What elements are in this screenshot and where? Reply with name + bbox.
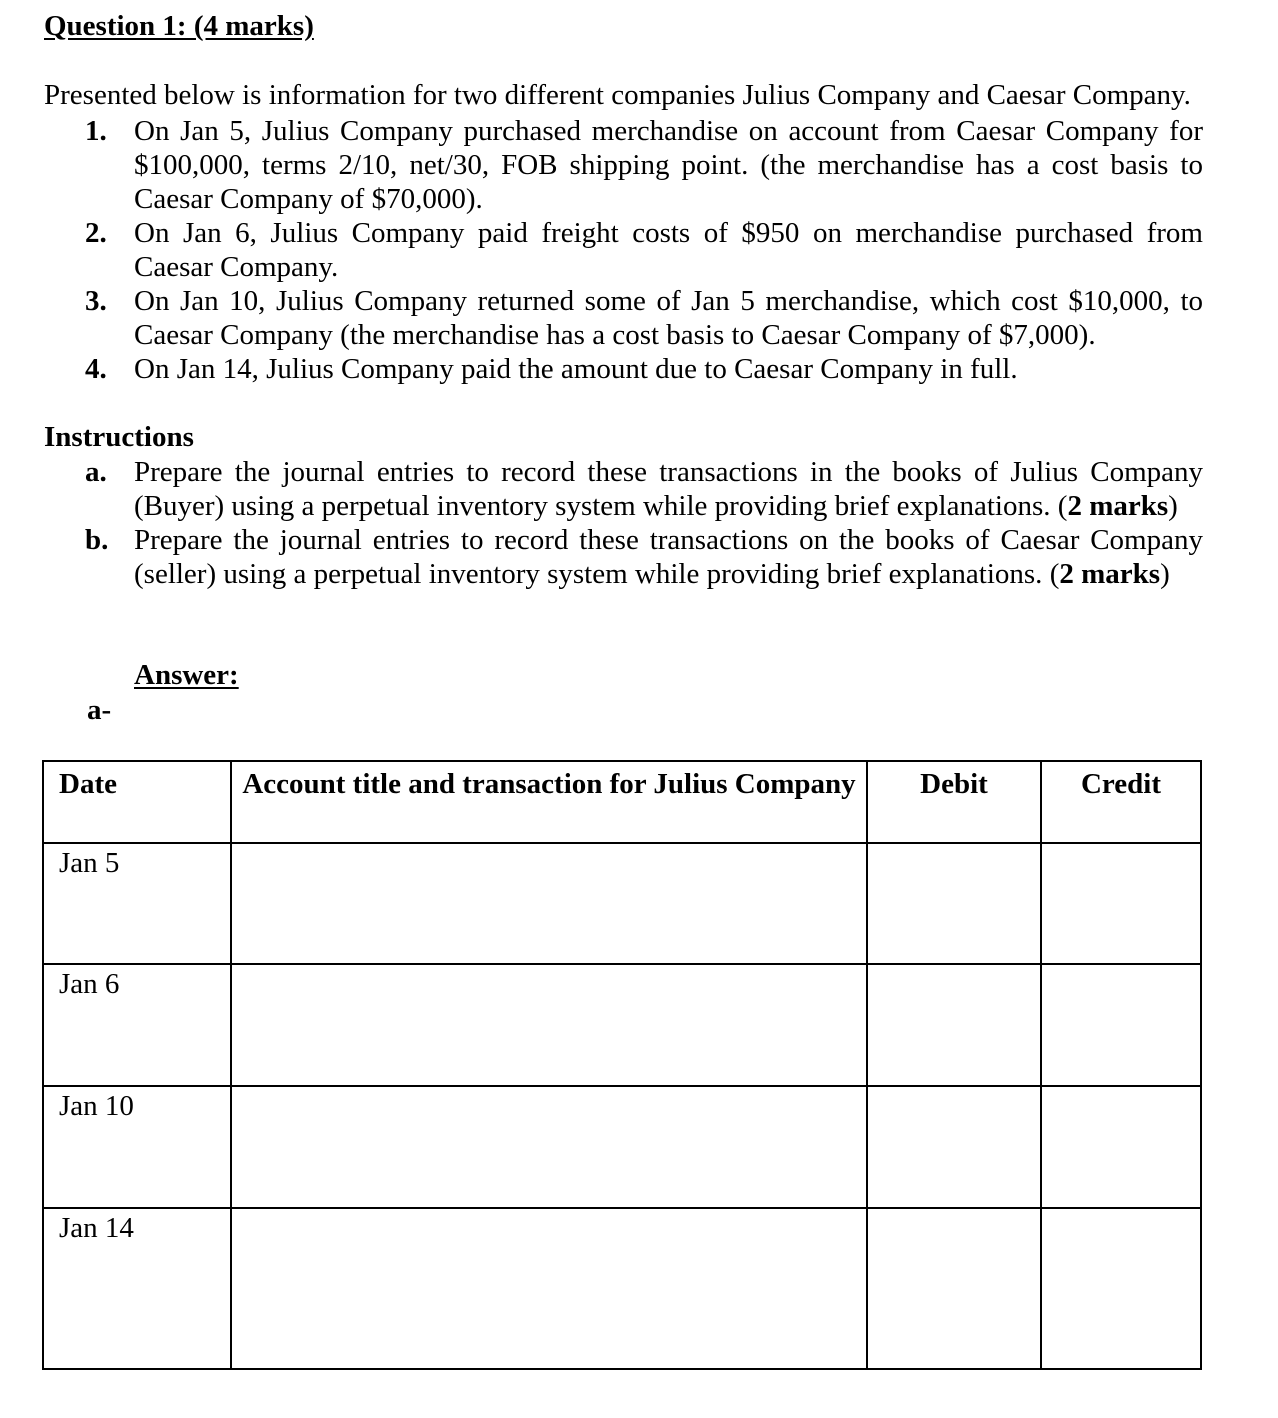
debit-header: Debit [867,761,1041,843]
table-header-row [43,761,1201,843]
transaction-text: On Jan 14, Julius Company paid the amount due to Caesar Company in full. [134,353,1018,385]
debit-cell[interactable] [867,964,1041,1086]
list-item [85,523,1203,591]
instructions-list [85,455,1203,591]
instruction-text [134,523,1203,591]
account-cell[interactable] [231,843,867,964]
list-item [85,352,1203,386]
transaction-text: On Jan 6, Julius Company paid freight costs of $950 on merchandise purchased from Caesar Company. [134,217,1203,283]
debit-cell[interactable] [867,1086,1041,1208]
transaction-text: On Jan 10, Julius Company returned some of Jan 5 merchandise, which cost $10,000, to Caesar Company (the merchandise has a cost basis to Caesar Company of $7,000). [134,285,1203,351]
list-marker: b. [85,524,109,556]
question-intro: Presented below is information for two different companies Julius Company and Caesar Company. [44,79,1191,111]
list-item [85,455,1203,523]
list-marker: a. [85,456,107,488]
instruction-body: Prepare the journal entries to record these transactions on the books of Caesar Company (seller) using a perpetual inventory system while providing brief explanations. [134,524,1203,590]
table-row [43,964,1201,1086]
transaction-list [85,114,1203,386]
marks-open: ( [1057,490,1068,522]
table-row [43,1208,1201,1369]
debit-cell[interactable] [867,843,1041,964]
table-row [43,1086,1201,1208]
list-marker: 1. [85,115,107,147]
instructions-heading: Instructions [44,421,194,453]
instruction-text [134,455,1203,523]
list-marker: 4. [85,353,107,385]
list-item [85,284,1203,352]
transaction-text: On Jan 5, Julius Company purchased merchandise on account from Caesar Company for $100,000, terms 2/10, net/30, FOB shipping point. (the merchandise has a cost basis to Caesar Company of $70,000). [134,115,1203,215]
credit-cell[interactable] [1041,1208,1201,1369]
marks-value: 2 marks [1059,558,1161,590]
part-label: a- [87,694,112,726]
account-header: Account title and transaction for Julius Company [231,761,867,843]
date-cell: Jan 10 [43,1086,231,1208]
date-cell: Jan 5 [43,843,231,964]
instruction-body: Prepare the journal entries to record these transactions in the books of Julius Company (Buyer) using a perpetual inventory system while providing brief explanations. [134,456,1203,522]
list-marker: 2. [85,217,107,249]
account-cell[interactable] [231,1208,867,1369]
credit-cell[interactable] [1041,964,1201,1086]
date-cell: Jan 14 [43,1208,231,1369]
answer-label: Answer: [134,659,239,691]
list-item [85,114,1203,216]
table-row [43,843,1201,964]
account-cell[interactable] [231,964,867,1086]
credit-cell[interactable] [1041,843,1201,964]
list-marker: 3. [85,285,107,317]
account-cell[interactable] [231,1086,867,1208]
date-header: Date [43,761,231,843]
marks-open: ( [1049,558,1060,590]
debit-cell[interactable] [867,1208,1041,1369]
list-item [85,216,1203,284]
credit-cell[interactable] [1041,1086,1201,1208]
question-title: Question 1: (4 marks) [44,10,314,42]
credit-header: Credit [1041,761,1201,843]
journal-table [42,760,1202,1370]
marks-value: 2 marks [1067,490,1169,522]
date-cell: Jan 6 [43,964,231,1086]
marks-close: ) [1168,490,1178,522]
marks-close: ) [1160,558,1170,590]
